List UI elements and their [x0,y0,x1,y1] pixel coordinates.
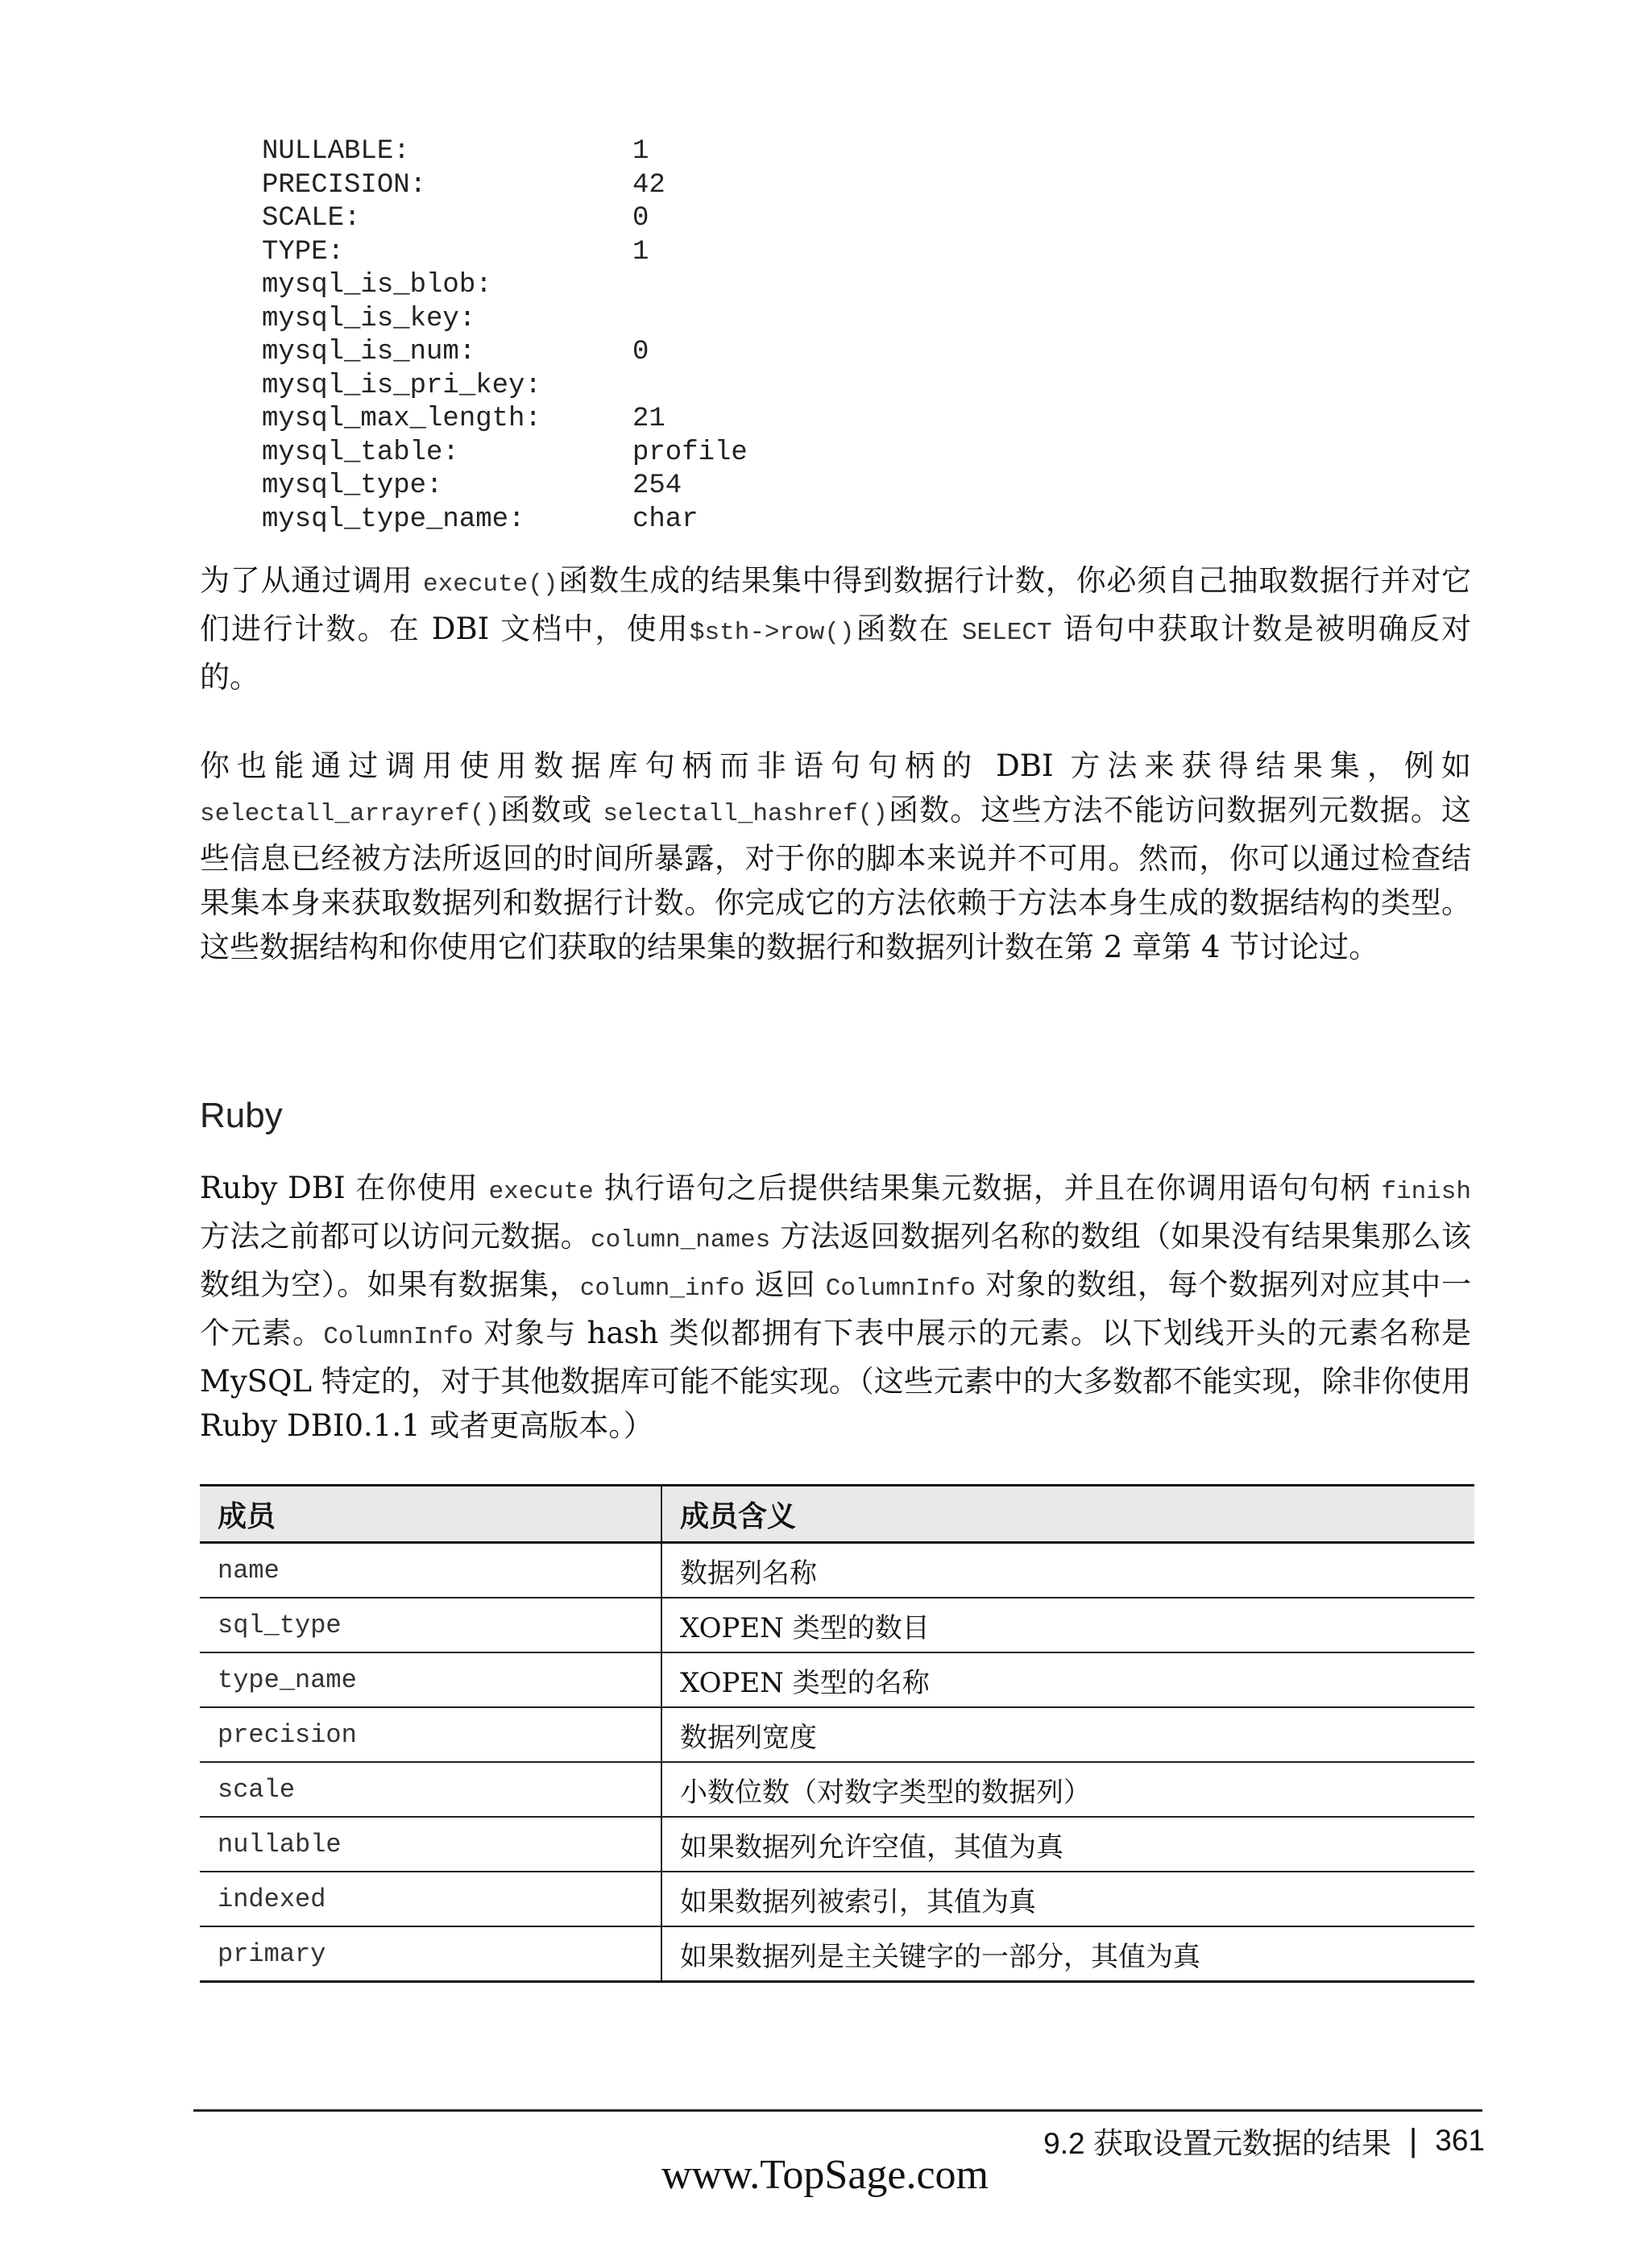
code-key: mysql_type: [262,471,443,501]
column-header-meaning: 成员含义 [661,1486,1474,1543]
code-value: 1 [632,136,649,167]
code-row [262,303,906,337]
table-row [200,1817,1474,1872]
code-row [262,437,906,471]
table-row [200,1598,1474,1652]
column-header-member: 成员 [200,1486,661,1543]
text-run: 函数生成的结果集中得到数据行计数，你必须自己抽取数据行并对它们进行计数。在 DBI 文档中，使用 [200,563,1472,646]
table-row [200,1707,1474,1762]
code-inline: ColumnInfo [323,1323,474,1351]
meaning-cell: 如果数据列被索引，其值为真 [661,1872,1474,1926]
code-inline: column_names [590,1226,771,1254]
code-key: mysql_table: [262,437,459,468]
paragraph-database-handle [200,744,1471,969]
footer-section-title: 9.2 获取设置元数据的结果 [1043,2127,1391,2160]
code-row [262,403,906,437]
watermark-url: www.TopSage.com [661,2152,989,2198]
code-key: mysql_is_blob: [262,270,492,301]
code-row [262,236,906,270]
footer-separator: | [1408,2122,1418,2158]
paragraph-ruby-dbi [200,1166,1471,1448]
table-row [200,1543,1474,1598]
member-cell: nullable [200,1817,661,1872]
text-run: 函数在 [854,612,962,646]
text-run: 函数或 [500,793,603,827]
code-value: 42 [632,169,665,201]
code-key: NULLABLE: [262,136,410,167]
footer-rule [193,2109,1482,2112]
text-run: 函数。这些方法不能访问数据列元数据。这些信息已经被方法所返回的时间所暴露，对于你的脚本来说并不可用。然而，你可以通过检查结果集本身来获取数据列和数据行计数。你完成它的方法依赖于方法本身生成的数据结构的类型。这些数据结构和你使用它们获取的结果集的数据行和数据列计数在第 2 章第 4 节讨论过。 [200,793,1471,964]
member-cell: type_name [200,1652,661,1707]
code-inline: execute [488,1178,594,1206]
text-run: 你也能通过调用使用数据库句柄而非语句句柄的 DBI 方法来获得结果集，例如 [200,748,1471,783]
code-inline: $sth->row() [689,619,855,647]
code-block [262,135,906,537]
text-run: 方法之前都可以访问元数据。 [200,1219,591,1254]
code-value: 0 [632,337,649,367]
text-run: 对象的数组，每个数据列对应其中一个元素。 [200,1267,1471,1350]
code-row [262,269,906,303]
code-key: TYPE: [262,236,345,267]
table-row [200,1652,1474,1707]
code-inline: SELECT [961,619,1052,647]
code-key: PRECISION: [262,169,427,201]
code-row [262,470,906,504]
text-run: 执行语句之后提供结果集元数据，并且在你调用语句句柄 [593,1171,1382,1205]
code-key: mysql_type_name: [262,504,525,535]
code-value: char [632,504,699,535]
code-row [262,370,906,404]
text-run: 对象与 hash 类似都拥有下表中展示的元素。以下划线开头的元素名称是 MySQL 特定的，对于其他数据库可能不能实现。（这些元素中的大多数都不能实现，除非你使用 Ruby DBI0.1.1 或者更高版本。） [200,1316,1471,1443]
code-inline: selectall_arrayref() [200,800,500,828]
member-cell: sql_type [200,1598,661,1652]
code-value: profile [632,437,748,468]
meaning-cell: 数据列宽度 [661,1707,1474,1762]
code-row [262,504,906,537]
meaning-cell: 小数位数（对数字类型的数据列） [661,1762,1474,1817]
code-value: 1 [632,236,649,267]
section-heading: Ruby [200,1096,283,1135]
code-key: mysql_is_pri_key: [262,370,541,401]
member-cell: indexed [200,1872,661,1926]
code-inline: selectall_hashref() [603,800,888,828]
code-row [262,135,906,169]
meaning-cell: 如果数据列允许空值，其值为真 [661,1817,1474,1872]
code-inline: column_info [579,1275,745,1303]
code-inline: execute() [423,570,558,599]
code-inline: finish [1381,1178,1471,1206]
code-row [262,169,906,203]
code-inline: ColumnInfo [825,1275,976,1303]
member-table [200,1484,1474,1983]
text-run: 返回 [744,1267,826,1302]
meaning-cell: 如果数据列是主关键字的一部分，其值为真 [661,1926,1474,1982]
text-run: Ruby DBI 在你使用 [200,1171,489,1205]
member-cell: primary [200,1926,661,1982]
text-run: 为了从通过调用 [200,563,424,598]
table-header-row [200,1486,1474,1543]
code-value: 0 [632,203,649,234]
table-row [200,1762,1474,1817]
code-row [262,336,906,370]
text-run: 方法返回数据列名称的数组（如果没有结果集那么该数组为空）。如果有数据集， [200,1219,1471,1302]
member-cell: scale [200,1762,661,1817]
code-key: mysql_is_key: [262,303,476,334]
table-row [200,1926,1474,1982]
page-number: 361 [1435,2124,1485,2157]
meaning-cell: XOPEN 类型的名称 [661,1652,1474,1707]
code-key: SCALE: [262,203,361,234]
text-run: 语句中获取计数是被明确反对的。 [200,612,1471,694]
member-cell: precision [200,1707,661,1762]
meaning-cell: XOPEN 类型的数目 [661,1598,1474,1652]
code-row [262,202,906,236]
meaning-cell: 数据列名称 [661,1543,1474,1598]
table-row [200,1872,1474,1926]
code-value: 254 [632,471,682,501]
code-key: mysql_is_num: [262,337,476,367]
member-cell: name [200,1543,661,1598]
code-value: 21 [632,404,665,434]
paragraph-row-count [200,558,1471,699]
code-key: mysql_max_length: [262,404,541,434]
